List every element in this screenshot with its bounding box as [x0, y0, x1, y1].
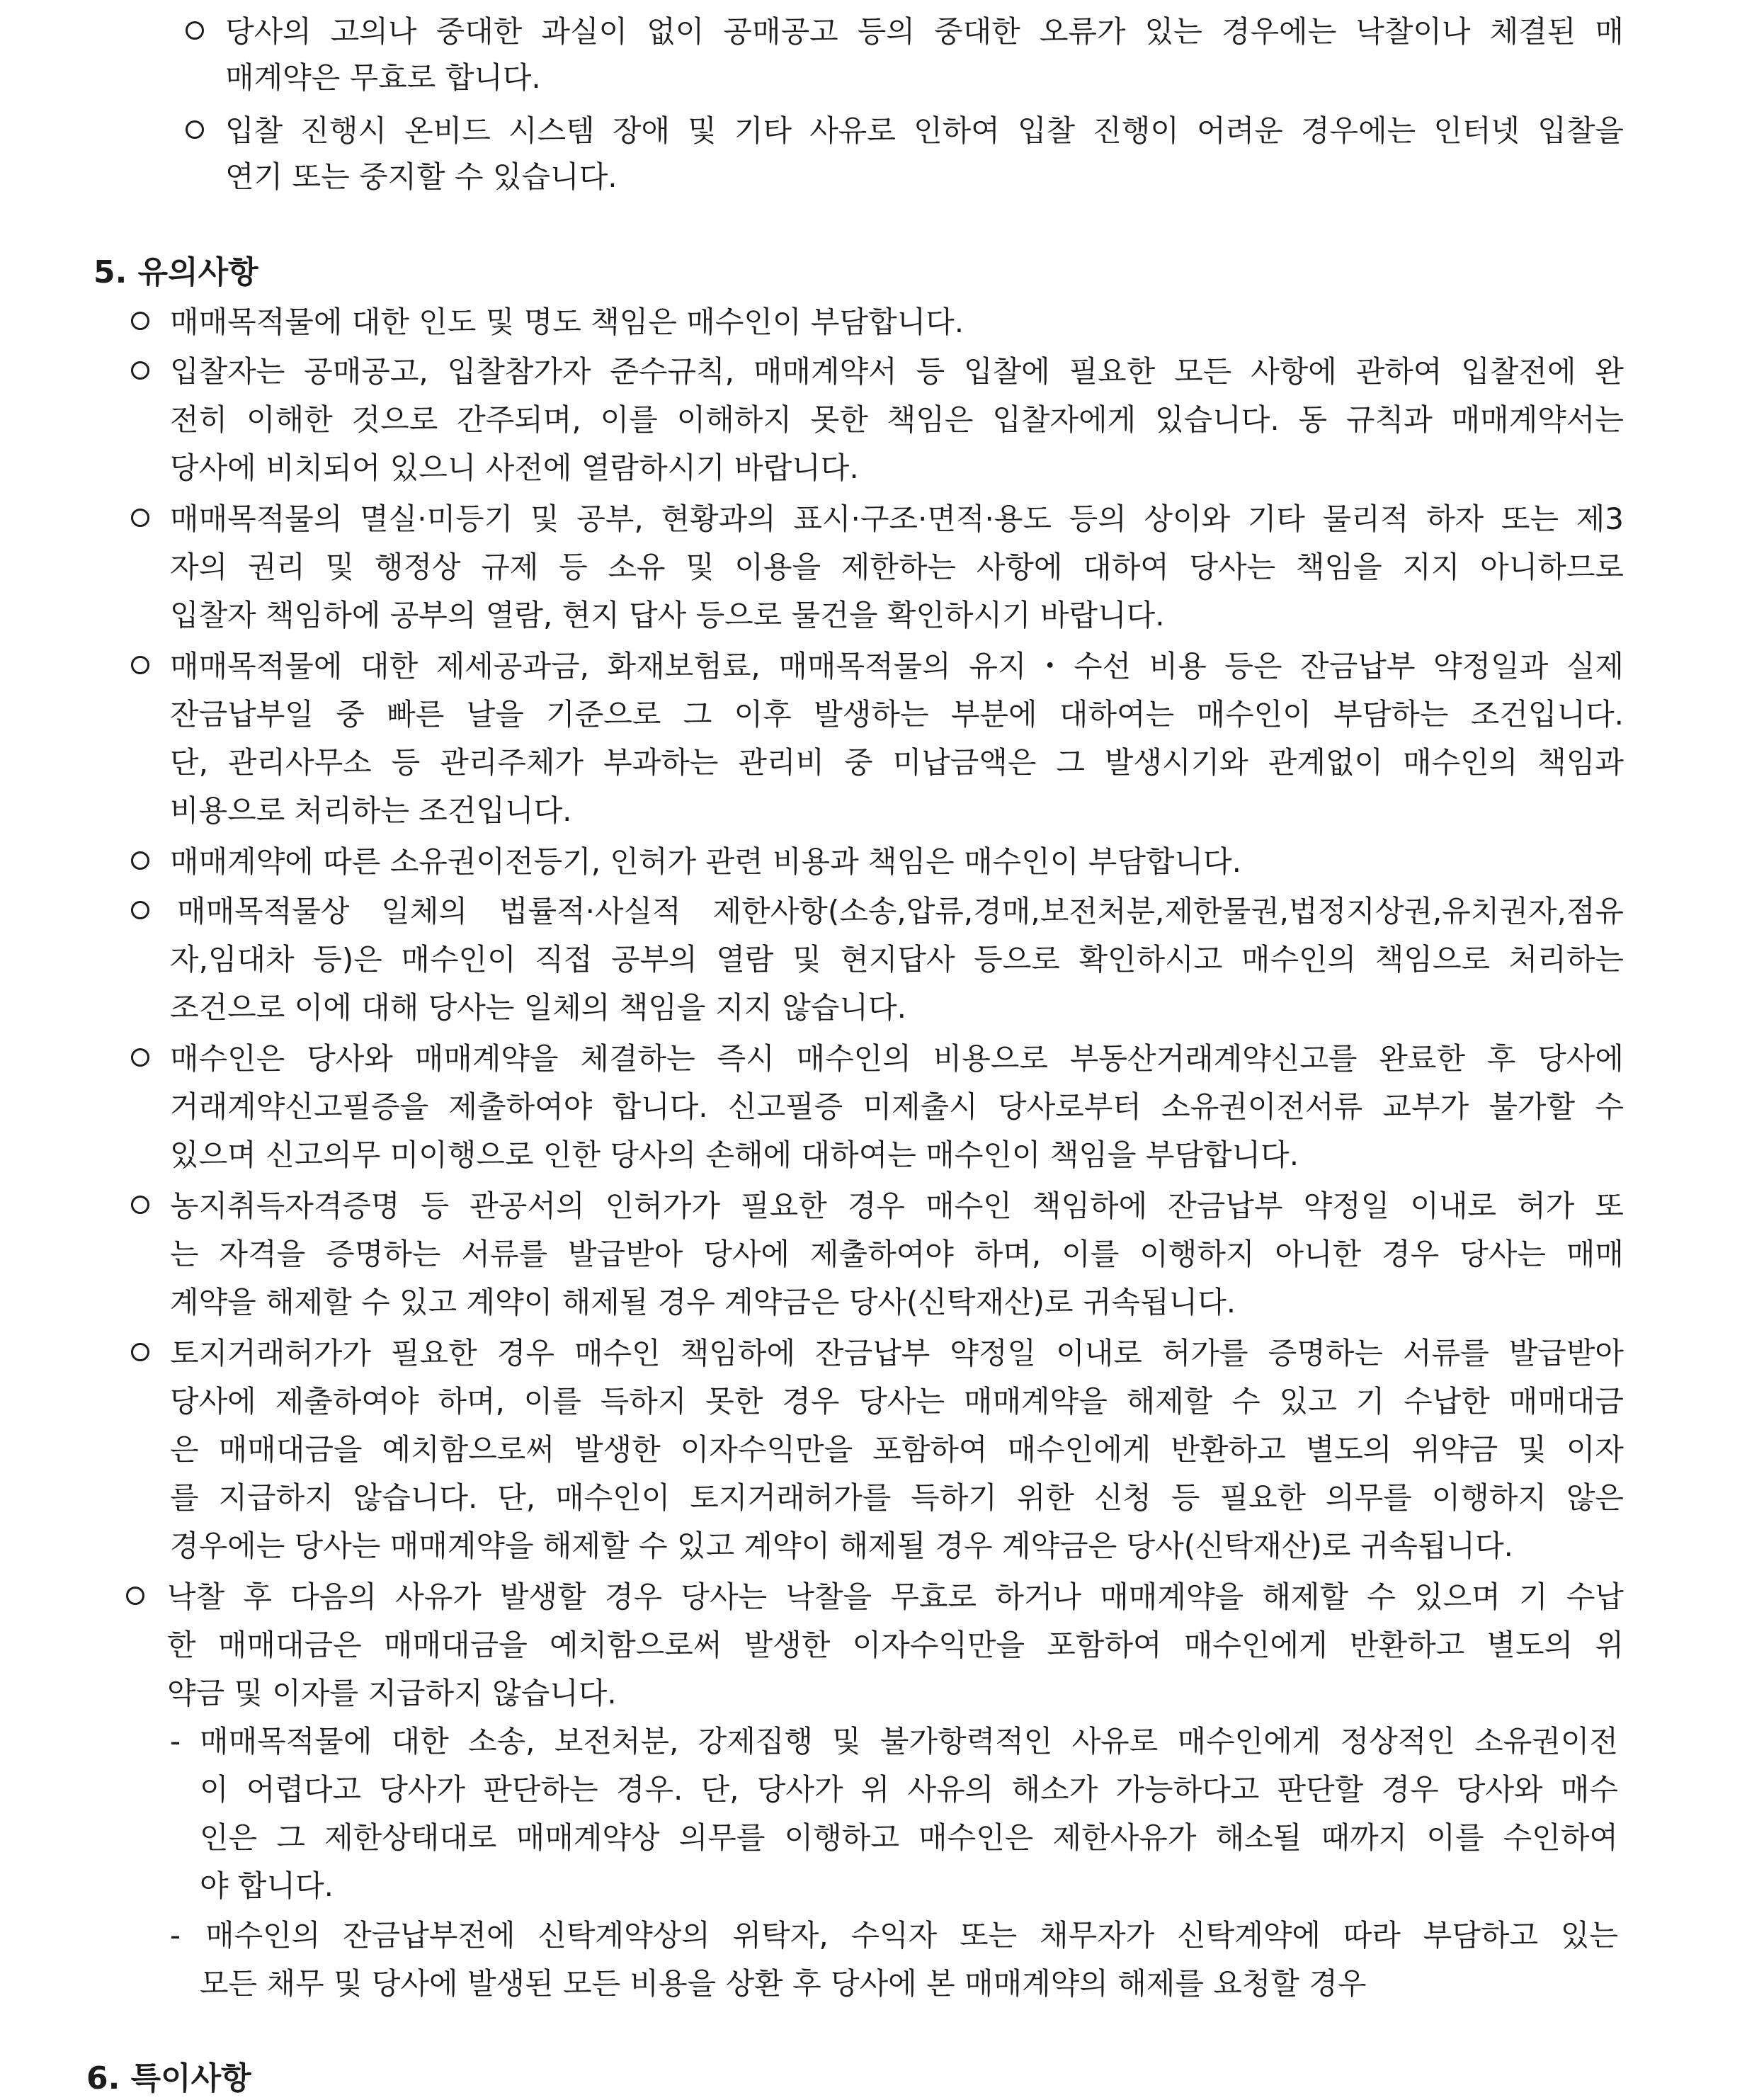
- text-line: 은 매매대금을 예치함으로써 발생한 이자수익만을 포함하여 매수인에게 반환하고 별도의 위약금 및 이자: [170, 1432, 1624, 1467]
- text-line: 매매목적물의 멸실·미등기 및 공부, 현황과의 표시·구조·면적·용도 등의 상이와 기타 물리적 하자 또는 제3: [170, 501, 1624, 536]
- bullet-icon: [131, 1196, 149, 1214]
- text-line: 매매목적물에 대한 소송, 보전처분, 강제집행 및 불가항력적인 사유로 매수인에게 정상적인 소유권이전: [200, 1724, 1618, 1759]
- bullet-icon: [131, 656, 149, 674]
- dash-marker: -: [170, 1724, 181, 1759]
- text-line: 모든 채무 및 당사에 발생된 모든 비용을 상환 후 당사에 본 매매계약의 해제를 요청할 경우: [200, 1966, 1367, 2001]
- text-line: 입찰자는 공매공고, 입찰참가자 준수규칙, 매매계약서 등 입찰에 필요한 모든 사항에 관하여 입찰전에 완: [170, 354, 1624, 389]
- bullet-icon: [131, 901, 149, 919]
- text-line: 조건으로 이에 대해 당사는 일체의 책임을 지지 않습니다.: [170, 990, 906, 1025]
- text-line: 단, 관리사무소 등 관리주체가 부과하는 관리비 중 미납금액은 그 발생시기와 관계없이 매수인의 책임과: [170, 745, 1624, 780]
- text-line: 이 어렵다고 당사가 판단하는 경우. 단, 당사가 위 사유의 해소가 가능하다고 판단할 경우 당사와 매수: [200, 1772, 1618, 1807]
- text-line: 토지거래허가가 필요한 경우 매수인 책임하에 잔금납부 약정일 이내로 허가를 증명하는 서류를 발급받아: [170, 1336, 1624, 1370]
- text-line: 당사에 비치되어 있으니 사전에 열람하시기 바랍니다.: [170, 450, 859, 485]
- text-line: 낙찰 후 다음의 사유가 발생할 경우 당사는 낙찰을 무효로 하거나 매매계약을 해제할 수 있으며 기 수납: [167, 1579, 1624, 1614]
- text-line: 매수인의 잔금납부전에 신탁계약상의 위탁자, 수익자 또는 채무자가 신탁계약에 따라 부담하고 있는: [205, 1918, 1618, 1953]
- section-6-title: 6. 특이사항: [86, 2060, 251, 2096]
- section-5-title: 5. 유의사항: [93, 254, 258, 290]
- bullet-icon: [126, 1587, 144, 1605]
- bullet-icon: [131, 1048, 149, 1067]
- text-line: 당사의 고의나 중대한 과실이 없이 공매공고 등의 중대한 오류가 있는 경우에는 낙찰이나 체결된 매: [225, 14, 1624, 49]
- text-line: 약금 및 이자를 지급하지 않습니다.: [167, 1676, 617, 1710]
- text-line: 는 자격을 증명하는 서류를 발급받아 당사에 제출하여야 하며, 이를 이행하지 아니한 경우 당사는 매매: [170, 1237, 1624, 1271]
- text-line: 매계약은 무효로 합니다.: [225, 60, 541, 95]
- text-line: 계약을 해제할 수 있고 계약이 해제될 경우 계약금은 당사(신탁재산)로 귀속됩니다.: [170, 1285, 1236, 1319]
- bullet-icon: [131, 509, 149, 527]
- text-line: 매매목적물에 대한 제세공과금, 화재보험료, 매매목적물의 유지・수선 비용 등은 잔금납부 약정일과 실제: [170, 649, 1624, 683]
- bullet-icon: [131, 361, 149, 380]
- bullet-icon: [131, 851, 149, 870]
- text-line: 매수인은 당사와 매매계약을 체결하는 즉시 매수인의 비용으로 부동산거래계약신고를 완료한 후 당사에: [170, 1041, 1624, 1076]
- text-line: 연기 또는 중지할 수 있습니다.: [225, 159, 618, 194]
- text-line: 잔금납부일 중 빠른 날을 기준으로 그 이후 발생하는 부분에 대하여는 매수인이 부담하는 조건입니다.: [170, 697, 1624, 732]
- text-line: 매매계약에 따른 소유권이전등기, 인허가 관련 비용과 책임은 매수인이 부담합니다.: [170, 844, 1241, 879]
- text-line: 매매목적물에 대한 인도 및 명도 책임은 매수인이 부담합니다.: [170, 305, 964, 339]
- bullet-icon: [186, 120, 204, 139]
- text-line: 인은 그 제한상태대로 매매계약상 의무를 이행하고 매수인은 제한사유가 해소될 때까지 이를 수인하여: [200, 1820, 1618, 1855]
- text-line: 입찰자 책임하에 공부의 열람, 현지 답사 등으로 물건을 확인하시기 바랍니다.: [170, 598, 1165, 632]
- text-line: 자,임대차 등)은 매수인이 직접 공부의 열람 및 현지답사 등으로 확인하시고 매수인의 책임으로 처리하는: [170, 942, 1624, 977]
- text-line: 를 지급하지 않습니다. 단, 매수인이 토지거래허가를 득하기 위한 신청 등 필요한 의무를 이행하지 않은: [170, 1480, 1624, 1515]
- text-line: 자의 권리 및 행정상 규제 등 소유 및 이용을 제한하는 사항에 대하여 당사는 책임을 지지 아니하므로: [170, 550, 1624, 584]
- text-line: 한 매매대금은 매매대금을 예치함으로써 발생한 이자수익만을 포함하여 매수인에게 반환하고 별도의 위: [167, 1628, 1624, 1662]
- text-line: 야 합니다.: [200, 1868, 334, 1903]
- text-line: 농지취득자격증명 등 관공서의 인허가가 필요한 경우 매수인 책임하에 잔금납부 약정일 이내로 허가 또: [170, 1188, 1624, 1223]
- text-line: 있으며 신고의무 미이행으로 인한 당사의 손해에 대하여는 매수인이 책임을 부담합니다.: [170, 1137, 1299, 1172]
- text-line: 당사에 제출하여야 하며, 이를 득하지 못한 경우 당사는 매매계약을 해제할 수 있고 기 수납한 매매대금: [170, 1384, 1624, 1419]
- bullet-icon: [186, 21, 204, 40]
- text-line: 거래계약신고필증을 제출하여야 합니다. 신고필증 미제출시 당사로부터 소유권이전서류 교부가 불가할 수: [170, 1089, 1624, 1124]
- dash-marker: -: [170, 1918, 181, 1953]
- text-line: 비용으로 처리하는 조건입니다.: [170, 793, 572, 828]
- text-line: 전히 이해한 것으로 간주되며, 이를 이해하지 못한 책임은 입찰자에게 있습니다. 동 규칙과 매매계약서는: [170, 402, 1624, 437]
- text-line: 입찰 진행시 온비드 시스템 장애 및 기타 사유로 인하여 입찰 진행이 어려운 경우에는 인터넷 입찰을: [225, 113, 1624, 148]
- text-line: 매매목적물상 일체의 법률적·사실적 제한사항(소송,압류,경매,보전처분,제한물권,법정지상권,유치권자,점유: [177, 894, 1624, 929]
- text-line: 경우에는 당사는 매매계약을 해제할 수 있고 계약이 해제될 경우 계약금은 당사(신탁재산)로 귀속됩니다.: [170, 1528, 1514, 1563]
- bullet-icon: [131, 1343, 149, 1361]
- bullet-icon: [131, 312, 149, 330]
